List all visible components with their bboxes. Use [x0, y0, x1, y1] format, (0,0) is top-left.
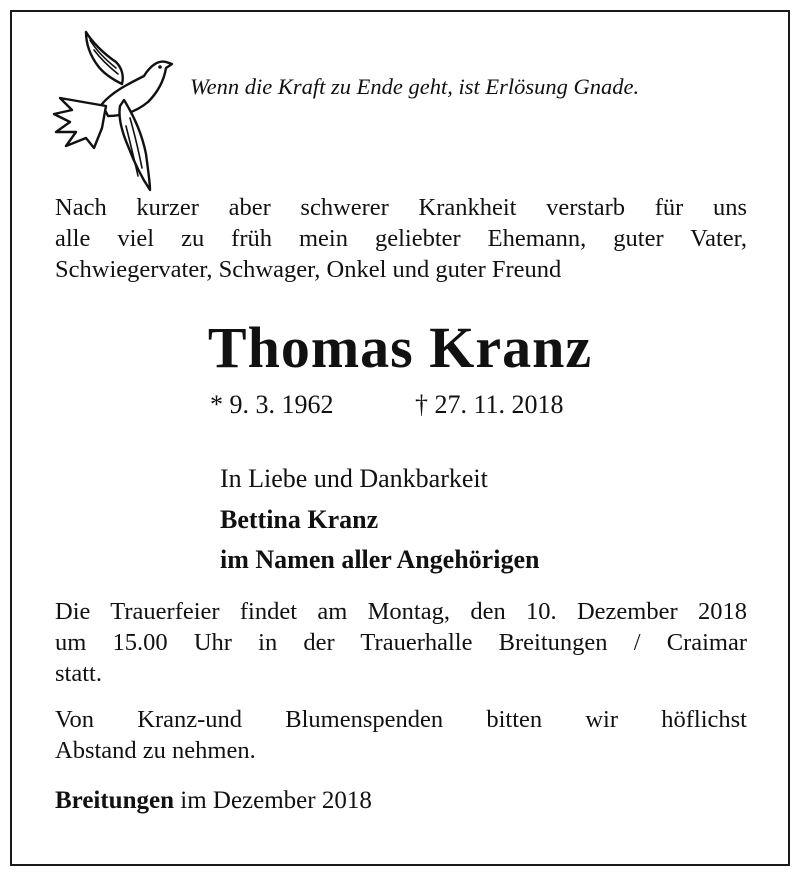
intro-line: Nach kurzer aber schwerer Krankheit verstarb für uns [55, 194, 747, 221]
closing-line [55, 787, 372, 815]
signature-family: im Namen aller Angehörigen [220, 545, 540, 574]
ceremony-line: um 15.00 Uhr in der Trauerhalle Breitungen / Craimar [55, 629, 747, 656]
motto: Wenn die Kraft zu Ende geht, ist Erlösung Gnade. [190, 74, 640, 99]
birth-date: * 9. 3. 1962 [210, 390, 334, 419]
ceremony-paragraph [55, 596, 747, 689]
signature-greeting: In Liebe und Dankbarkeit [220, 464, 488, 493]
intro-line: Schwiegervater, Schwager, Onkel und guter Freund [55, 256, 562, 283]
closing-date: im Dezember 2018 [180, 787, 372, 814]
ceremony-line: Die Trauerfeier findet am Montag, den 10. Dezember 2018 [55, 598, 747, 625]
death-date: † 27. 11. 2018 [415, 390, 564, 419]
ceremony-line: statt. [55, 660, 102, 687]
closing-place: Breitungen [55, 787, 174, 814]
dove-icon [50, 28, 176, 192]
intro-paragraph [55, 192, 747, 285]
flowers-line: Von Kranz-und Blumenspenden bitten wir höflichst [55, 706, 747, 733]
signature-name: Bettina Kranz [220, 505, 379, 534]
deceased-name: Thomas Kranz [207, 315, 593, 380]
flowers-paragraph [55, 704, 747, 766]
flowers-line: Abstand zu nehmen. [55, 737, 256, 764]
intro-line: alle viel zu früh mein geliebter Ehemann, guter Vater, [55, 225, 747, 252]
